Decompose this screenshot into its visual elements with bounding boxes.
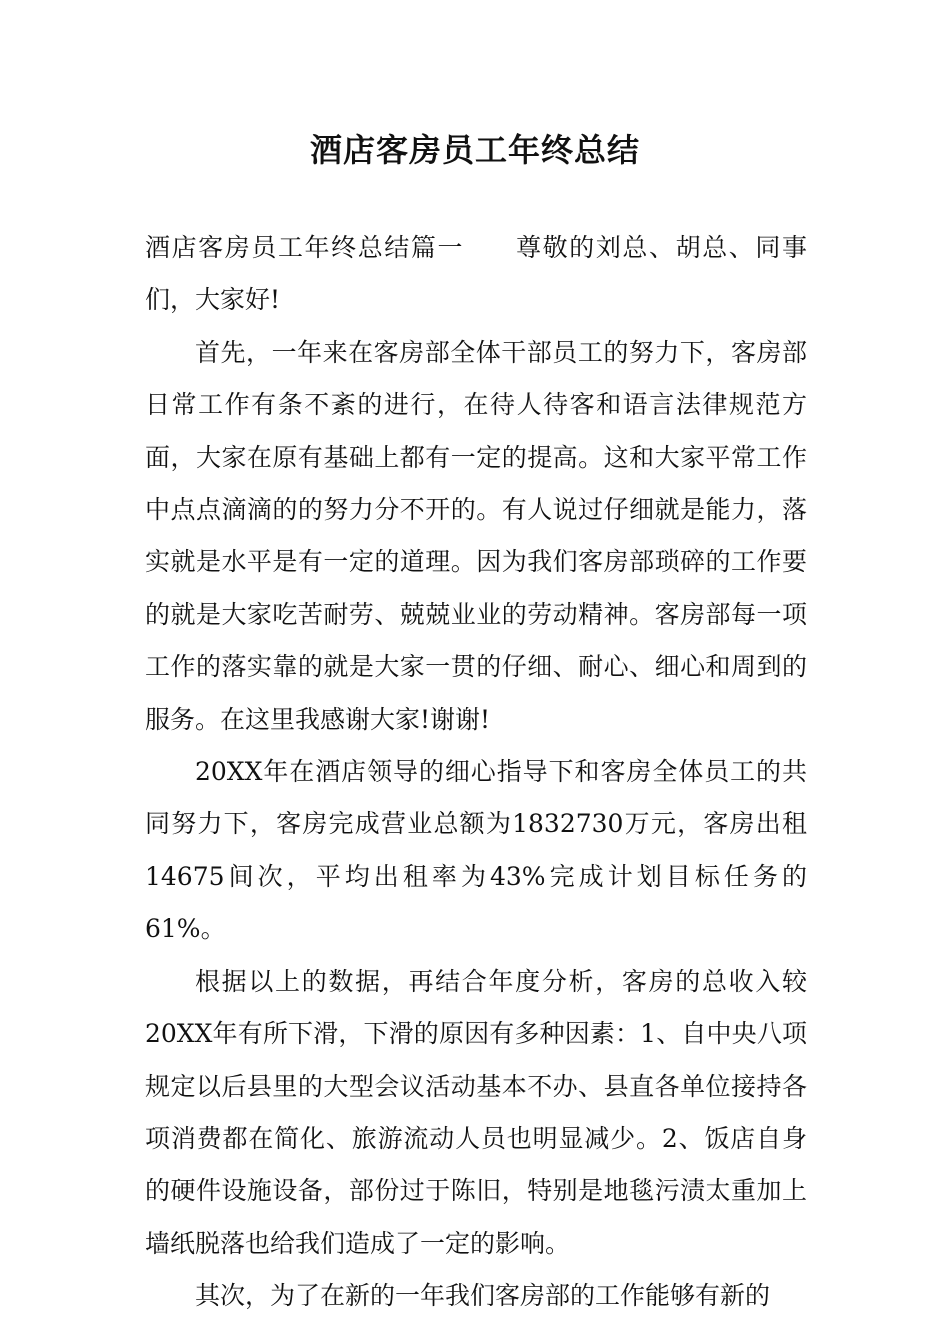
document-body: [145, 222, 807, 1323]
opening-paragraph: [145, 222, 807, 327]
paragraph-4: 其次，为了在新的一年我们客房部的工作能够有新的: [195, 1281, 771, 1311]
paragraph-2: 20XX年在酒店领导的细心指导下和客房全体员工的共同努力下，客房完成营业总额为1832730万元，客房出租14675间次，平均出租率为43%完成计划目标任务的61%。: [145, 757, 807, 944]
section-heading: 酒店客房员工年终总结篇一: [145, 233, 465, 262]
document-title: 酒店客房员工年终总结: [309, 131, 640, 169]
paragraph-3: 根据以上的数据，再结合年度分析，客房的总收入较20XX年有所下滑，下滑的原因有多种因素：1、自中央八项规定以后县里的大型会议活动基本不办、县直各单位接持各项消费都在简化、旅游流动人员也明显减少。2、饭店自身的硬件设施设备，部份过于陈旧，特别是地毯污渍太重加上墙纸脱落也给我们造成了一定的影响。: [145, 966, 807, 1258]
greeting-text: 尊敬的刘总、胡总、同事们，大家好!: [145, 233, 807, 315]
paragraph-1: 首先，一年来在客房部全体干部员工的努力下，客房部日常工作有条不紊的进行，在待人待客和语言法律规范方面，大家在原有基础上都有一定的提高。这和大家平常工作中点点滴滴的的努力分不开的。有人说过仔细就是能力，落实就是水平是有一定的道理。因为我们客房部琐碎的工作要的就是大家吃苦耐劳、兢兢业业的劳动精神。客房部每一项工作的落实靠的就是大家一贯的仔细、耐心、细心和周到的服务。在这里我感谢大家!谢谢!: [145, 337, 807, 734]
